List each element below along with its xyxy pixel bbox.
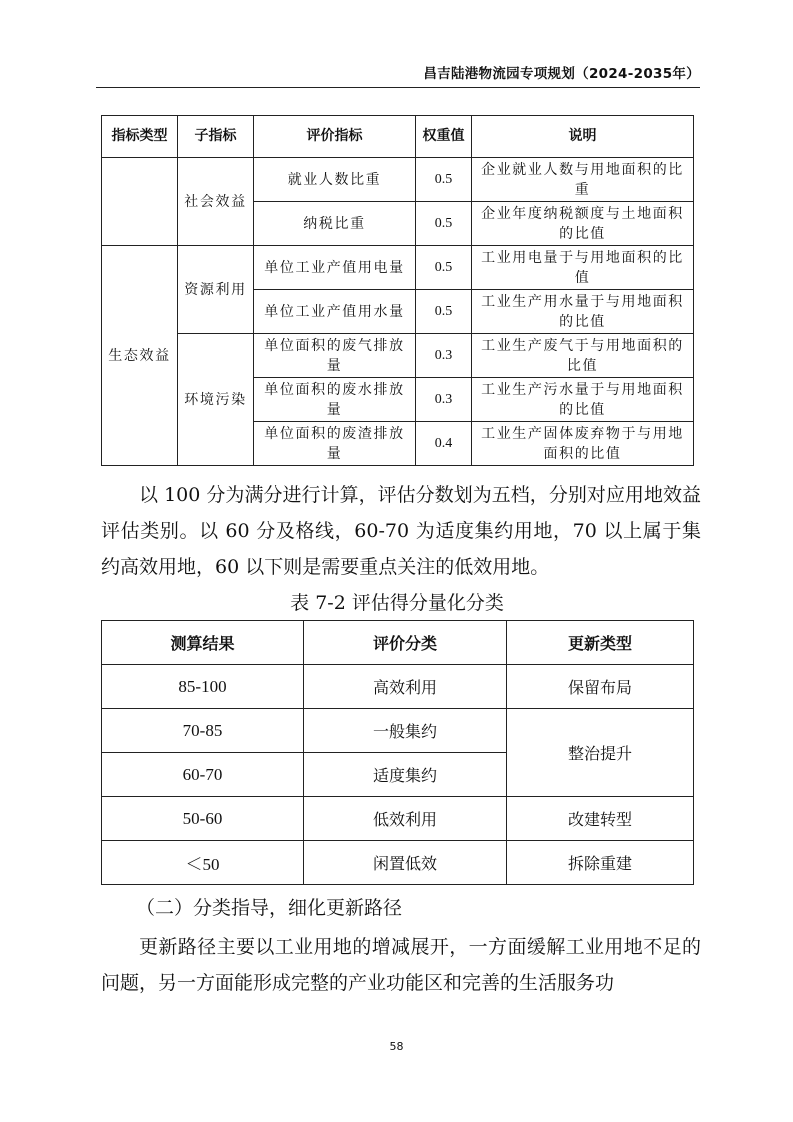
desc-cell: 工业生产污水量于与用地面积的比值 [472,378,694,422]
indicator-cell: 单位面积的废渣排放量 [254,422,416,466]
score-cell: 85-100 [102,665,304,709]
body-paragraph: 更新路径主要以工业用地的增减展开，一方面缓解工业用地不足的问题，另一方面能形成完整的产业功能区和完善的生活服务功 [101,936,701,994]
indicator-cell: 单位工业产值用电量 [254,246,416,290]
header-cell: 评价分类 [304,621,507,665]
weight-cell: 0.5 [416,246,472,290]
table-header-row [102,621,694,665]
category-cell: 适度集约 [304,753,507,797]
header-cell: 子指标 [178,116,254,158]
type-cell: 保留布局 [507,665,694,709]
section-subheading: （二）分类指导，细化更新路径 [136,897,403,919]
subgroup-cell: 社会效益 [178,158,254,246]
weight-cell: 0.5 [416,290,472,334]
weight-cell: 0.4 [416,422,472,466]
group-cell: 生态效益 [102,246,178,466]
header-cell: 指标类型 [102,116,178,158]
header-cell: 权重值 [416,116,472,158]
table-row [102,797,694,841]
header-cell: 评价指标 [254,116,416,158]
indicator-cell: 单位面积的废水排放量 [254,378,416,422]
weight-cell: 0.5 [416,202,472,246]
score-cell: 70-85 [102,709,304,753]
type-cell: 拆除重建 [507,841,694,885]
category-cell: 一般集约 [304,709,507,753]
body-paragraph: 以 100 分为满分进行计算，评估分数划为五档，分别对应用地效益评估类别。以 60 分及格线，60-70 为适度集约用地，70 以上属于集约高效用地，60 以下则是需要重点关注的低效用地。 [101,484,701,578]
desc-cell: 工业生产废气于与用地面积的比值 [472,334,694,378]
weight-cell: 0.5 [416,158,472,202]
table-row [102,158,694,202]
category-cell: 闲置低效 [304,841,507,885]
indicator-cell: 纳税比重 [254,202,416,246]
score-cell: ＜50 [102,841,304,885]
desc-cell: 工业用电量于与用地面积的比值 [472,246,694,290]
desc-cell: 工业生产固体废弃物于与用地面积的比值 [472,422,694,466]
subgroup-cell: 资源利用 [178,246,254,334]
weight-cell: 0.3 [416,378,472,422]
table-caption: 表 7-2 评估得分量化分类 [290,592,504,614]
score-cell: 50-60 [102,797,304,841]
indicator-cell: 单位工业产值用水量 [254,290,416,334]
header-cell: 更新类型 [507,621,694,665]
header-rule [96,87,700,88]
page-number: 58 [389,1040,404,1053]
weight-cell: 0.3 [416,334,472,378]
header-cell: 说明 [472,116,694,158]
category-cell: 低效利用 [304,797,507,841]
desc-cell: 企业年度纳税额度与土地面积的比值 [472,202,694,246]
desc-cell: 工业生产用水量于与用地面积的比值 [472,290,694,334]
table-header-row [102,116,694,158]
table-row [102,709,694,753]
type-cell: 改建转型 [507,797,694,841]
table-row [102,841,694,885]
table-row [102,665,694,709]
running-header: 昌吉陆港物流园专项规划（2024-2035年） [423,66,700,82]
indicator-cell: 单位面积的废气排放量 [254,334,416,378]
score-classification-table [101,620,694,885]
indicator-table [101,115,694,466]
score-cell: 60-70 [102,753,304,797]
category-cell: 高效利用 [304,665,507,709]
indicator-cell: 就业人数比重 [254,158,416,202]
desc-cell: 企业就业人数与用地面积的比重 [472,158,694,202]
group-cell [102,158,178,246]
subgroup-cell: 环境污染 [178,334,254,466]
table-row [102,334,694,378]
type-cell: 整治提升 [507,709,694,797]
table-row [102,246,694,290]
header-cell: 测算结果 [102,621,304,665]
